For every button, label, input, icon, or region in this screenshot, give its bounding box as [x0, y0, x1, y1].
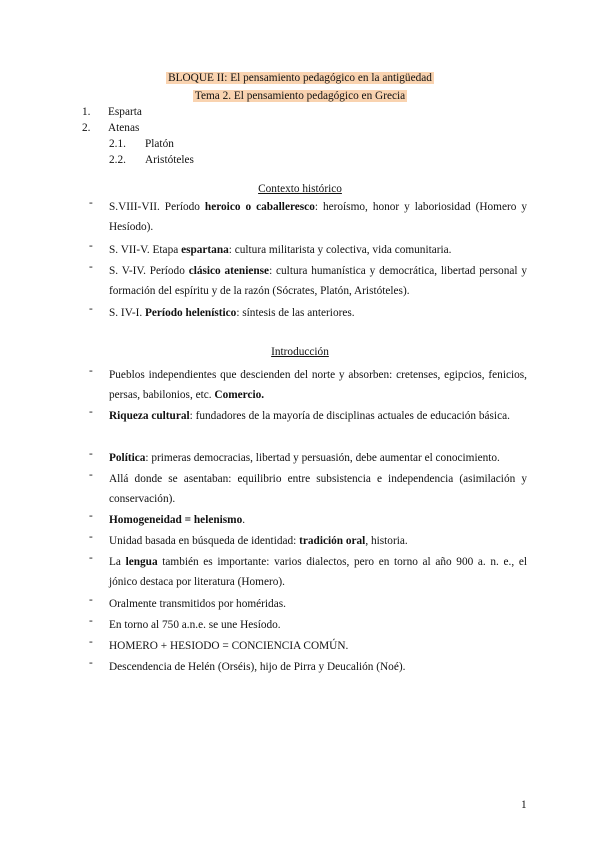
page-number: 1: [521, 799, 527, 811]
contexto-heading: Contexto histórico: [258, 183, 342, 195]
tema-title: Tema 2. El pensamiento pedagógico en Grecia: [194, 90, 406, 102]
outline-subitem: 2.2. Aristóteles: [109, 154, 194, 166]
introduccion-heading: Introducción: [271, 346, 329, 358]
outline-item: 2. Atenas: [82, 122, 140, 134]
outline-subitem: 2.1. Platón: [109, 138, 174, 150]
bloque-title: BLOQUE II: El pensamiento pedagógico en la antigüedad: [168, 72, 432, 84]
outline-item: 1. Esparta: [82, 106, 142, 118]
